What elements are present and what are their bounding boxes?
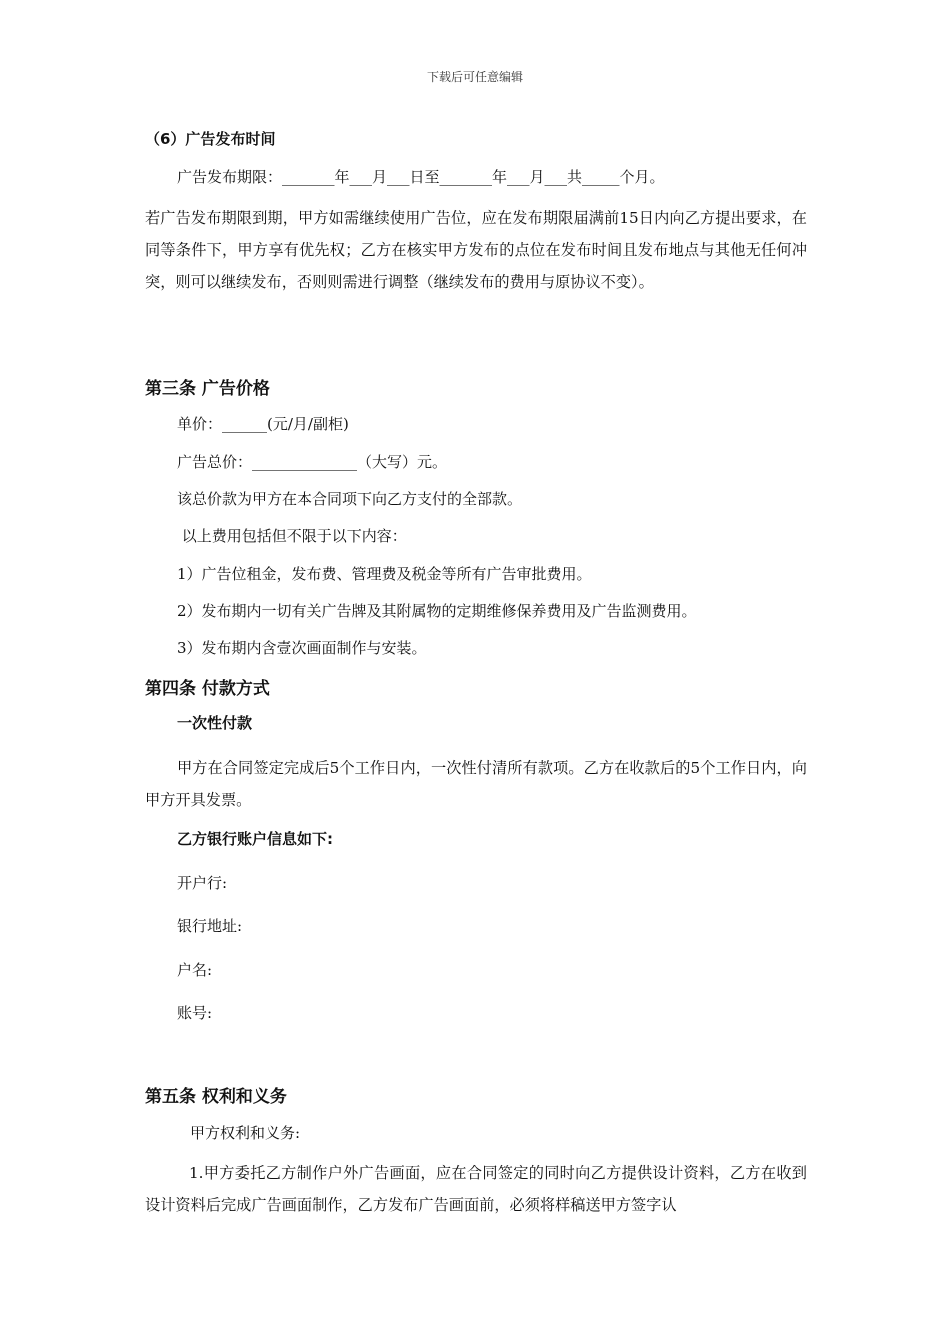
- total-price-line: 广告总价：______________（大写）元。: [177, 453, 448, 471]
- fee-item-3: 3）发布期内含壹次画面制作与安装。: [177, 639, 427, 657]
- bank-info-heading: 乙方银行账户信息如下:: [177, 830, 333, 848]
- fee-item-2: 2）发布期内一切有关广告牌及其附属物的定期维修保养费用及广告监测费用。: [177, 602, 697, 620]
- publish-time-heading: （6）广告发布时间: [145, 130, 276, 148]
- article5-title: 第五条 权利和义务: [145, 1087, 287, 1107]
- publish-period-line: 广告发布期限：_______年___月___日至_______年___月___共_____个月。: [177, 168, 665, 186]
- bank-field-address: 银行地址:: [177, 917, 243, 935]
- renewal-paragraph: 若广告发布期限到期，甲方如需继续使用广告位，应在发布期限届满前15日内向乙方提出要求，在同等条件下，甲方享有优先权；乙方在核实甲方发布的点位在发布时间且发布地点与其他无任何冲突，则可以继续发布，否则则需进行调整（继续发布的费用与原协议不变）。: [145, 209, 807, 291]
- unit-price-line: 单价：______(元/月/副柜): [177, 415, 349, 433]
- fee-item-1: 1）广告位租金，发布费、管理费及税金等所有广告审批费用。: [177, 565, 592, 583]
- article4-title: 第四条 付款方式: [145, 679, 270, 699]
- payment-subtitle: 一次性付款: [177, 714, 253, 732]
- party-a-heading: 甲方权利和义务:: [190, 1124, 301, 1142]
- bank-field-account-name: 户名:: [177, 961, 213, 979]
- clause-1: 1.甲方委托乙方制作户外广告画面，应在合同签定的同时向乙方提供设计资料，乙方在收到设计资料后完成广告画面制作，乙方发布广告画面前，必须将样稿送甲方签字认: [145, 1164, 807, 1214]
- bank-field-open-bank: 开户行:: [177, 874, 228, 892]
- bank-field-account-number: 账号:: [177, 1004, 213, 1022]
- download-note: 下载后可任意编辑: [426, 70, 523, 84]
- article3-title: 第三条 广告价格: [145, 379, 270, 399]
- total-price-note: 该总价款为甲方在本合同项下向乙方支付的全部款。: [177, 490, 523, 508]
- payment-paragraph: 甲方在合同签定完成后5个工作日内，一次性付清所有款项。乙方在收款后的5个工作日内，向甲方开具发票。: [145, 759, 807, 809]
- includes-intro: 以上费用包括但不限于以下内容：: [177, 527, 407, 545]
